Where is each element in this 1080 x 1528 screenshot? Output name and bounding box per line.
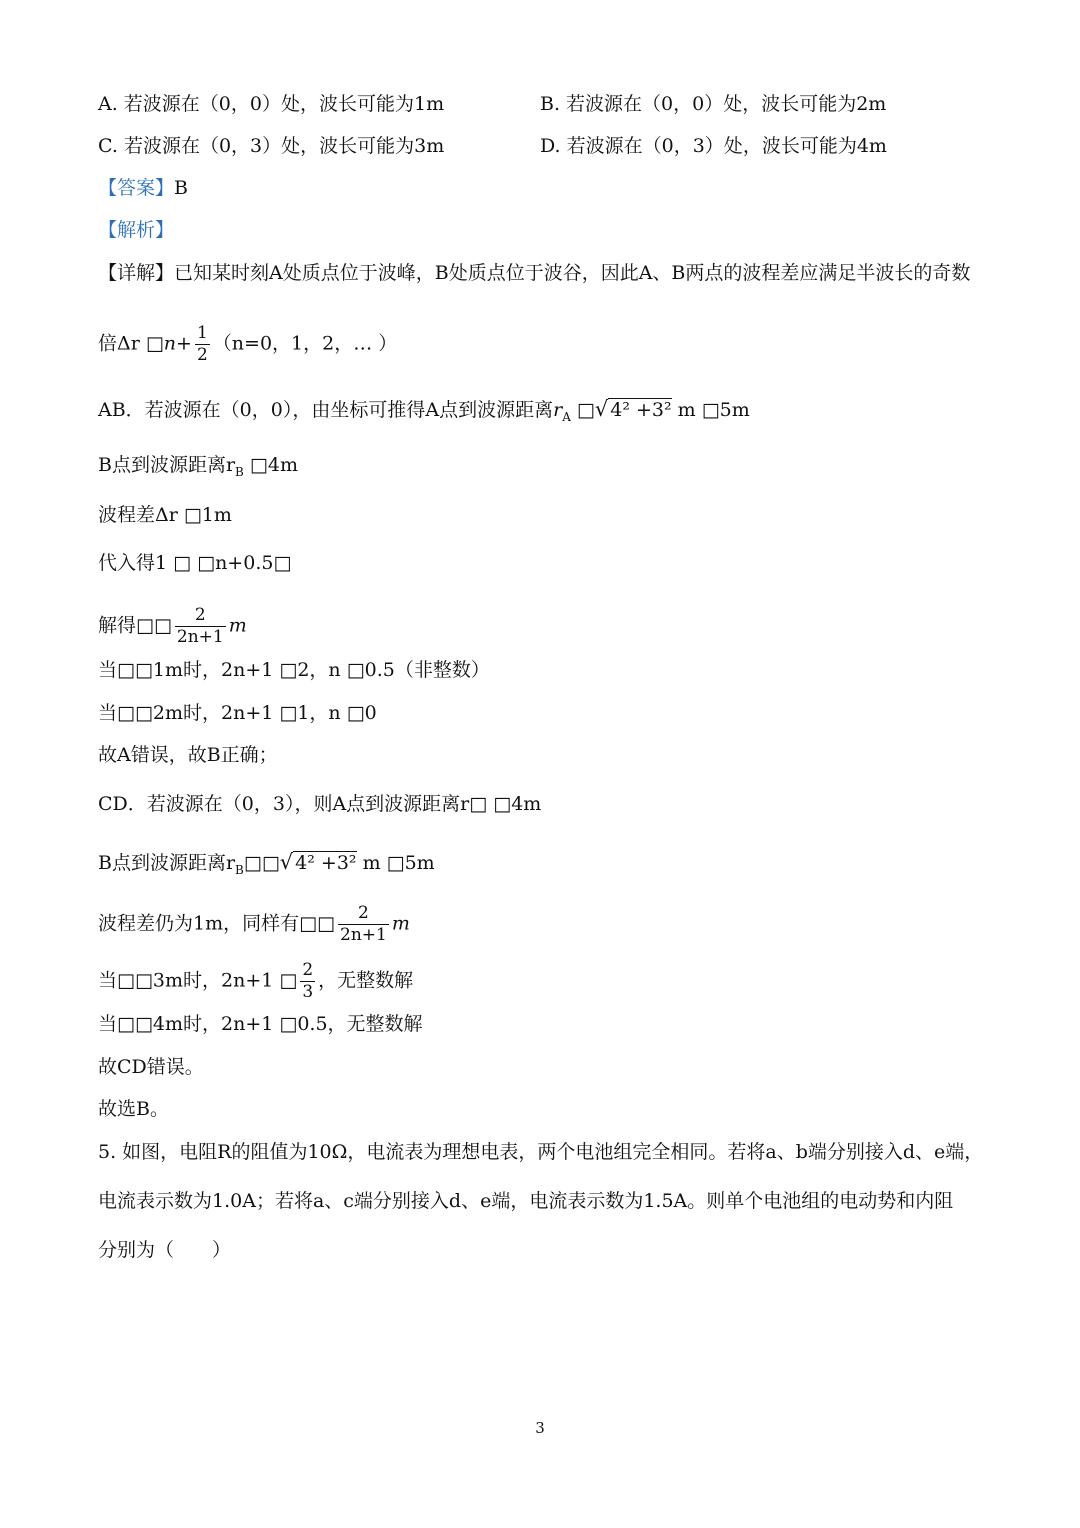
- final-choice: 故选B。: [98, 1098, 169, 1120]
- question5-line2: 电流表示数为1.0A；若将a、c端分别接入d、e端，电流表示数为1.5A。则单个电池组的电动势和内阻: [98, 1190, 954, 1212]
- option-c[interactable]: C. 若波源在（0，3）处，波长可能为3m: [98, 135, 445, 157]
- ab-conclusion: 故A错误，故B正确；: [98, 744, 278, 766]
- fraction-wavelength: $\frac{2}{2n+1}$: [176, 605, 224, 647]
- sqrt-icon: √: [279, 850, 294, 874]
- formula-suffix: （n=0，1，2，… ）: [212, 332, 398, 355]
- fraction-two-thirds: $\frac{2}{3}$: [302, 960, 314, 1002]
- ab-analysis-line: AB．若波源在（0，0），由坐标可推得A点到波源距离$r_A$ □√ 4² +3² m □5m: [98, 397, 750, 424]
- question5-line1: 5. 如图，电阻R的阻值为10Ω，电流表为理想电表，两个电池组完全相同。若将a、b端分别接入d、e端，: [98, 1141, 984, 1163]
- detail-label: 【详解】: [98, 262, 175, 284]
- case-2m-line: 当□□2m时，2n+1 □1，n □0: [98, 702, 377, 724]
- fraction-half: $\frac{1}{2}$: [196, 323, 208, 365]
- option-b[interactable]: B. 若波源在（0，0）处，波长可能为2m: [540, 93, 887, 115]
- same-line: 波程差仍为1m，同样有□□ $\frac{2}{2n+1}$ m: [98, 903, 410, 945]
- case-1m-line: 当□□1m时，2n+1 □2，n □0.5（非整数）: [98, 659, 490, 681]
- case-4m-line: 当□□4m时，2n+1 □0.5，无整数解: [98, 1013, 423, 1035]
- formula-prefix: 倍Δr □: [98, 332, 164, 355]
- sqrt-icon: √: [594, 397, 609, 421]
- rb-line: B点到波源距离$r_B$ □4m: [98, 454, 298, 479]
- option-d[interactable]: D. 若波源在（0，3）处，波长可能为4m: [540, 135, 887, 157]
- path-diff-line: 波程差Δr □1m: [98, 504, 232, 526]
- rb2-line: B点到波源距离$r_B□□√$ 4² +3² m □5m: [98, 850, 435, 877]
- substitute-line: 代入得1 □ □n+0.5□: [98, 552, 292, 574]
- formula-n: n+: [163, 332, 192, 355]
- answer-label: 【答案】: [98, 177, 175, 199]
- page-number: 3: [535, 1419, 545, 1437]
- detail-line: [98, 260, 970, 286]
- fraction-wavelength-2: $\frac{2}{2n+1}$: [340, 903, 387, 945]
- answer-value: B: [174, 177, 188, 199]
- detail-text: 已知某时刻A处质点位于波峰，B处质点位于波谷，因此A、B两点的波程差应满足半波长的奇数: [174, 262, 971, 284]
- analysis-label: 【解析】: [98, 219, 175, 241]
- cd-conclusion: 故CD错误。: [98, 1056, 204, 1078]
- formula-path-difference: [98, 323, 397, 366]
- answer-line: [98, 175, 188, 201]
- cd-analysis-line: CD．若波源在（0，3），则A点到波源距离r□ □4m: [98, 793, 542, 815]
- question5-line3: 分别为（ ）: [98, 1239, 232, 1261]
- option-a[interactable]: A. 若波源在（0，0）处，波长可能为1m: [98, 93, 445, 115]
- solve-line: 解得□□ $\frac{2}{2n+1}$ m: [98, 605, 247, 647]
- case-3m-line: 当□□3m时，2n+1 □ $\frac{2}{3}$ ，无整数解: [98, 960, 414, 1002]
